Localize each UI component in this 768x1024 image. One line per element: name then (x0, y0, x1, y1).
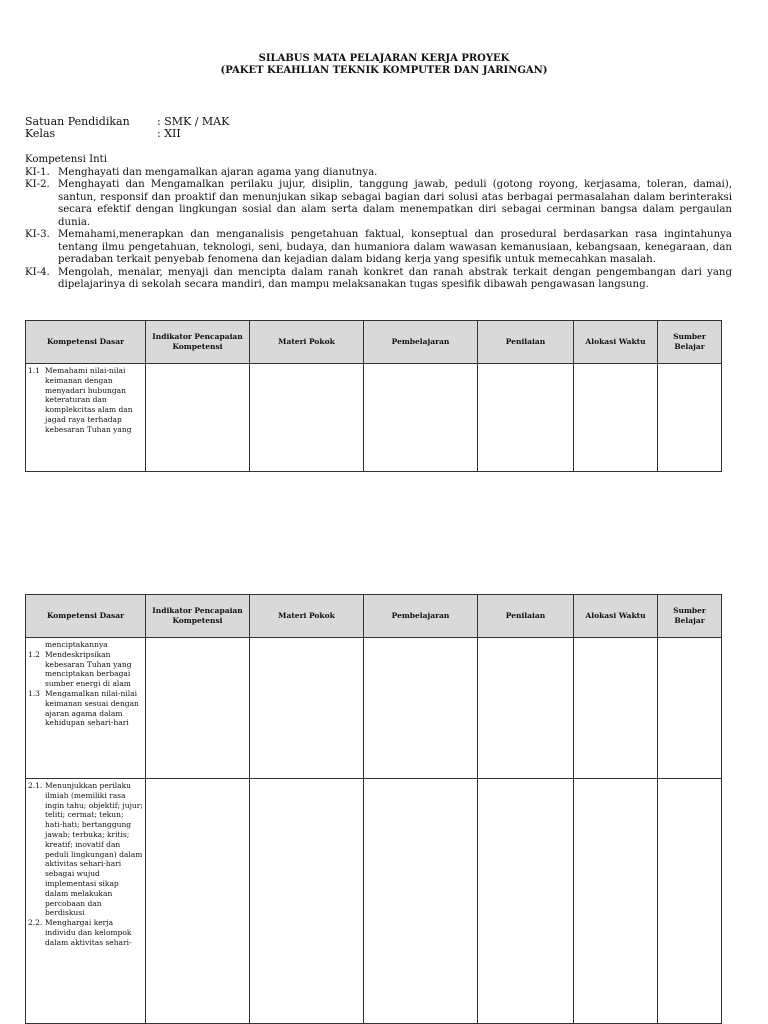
header-kompetensi-dasar: Kompetensi Dasar (26, 595, 146, 638)
header-penilaian: Penilaian (478, 321, 574, 364)
header-alokasi-waktu: Alokasi Waktu (574, 595, 658, 638)
header-pembelajaran: Pembelajaran (364, 321, 478, 364)
ki-text: Mengolah, menalar, menyaji dan mencipta dalam ranah konkret dan ranah abstrak terkait dengan pengembangan dari yang dipelajarinya di sekolah secara mandiri, dan mampu melaksanakan tugas spesifik dibawah pengawasan langsung. (58, 266, 732, 290)
ki-item (25, 267, 732, 292)
kd-text: Menunjukkan perilaku ilmiah (memiliki rasa ingin tahu; objektif; jujur; teliti; cermat; tekun; hati-hati; bertanggung jawab; terbuka; kritis; kreatif; inovatif dan peduli lingkungan) dalam aktivitas sehari-hari sebagai wujud implementasi sikap dalam melakukan percobaan dan berdiskusi (45, 781, 143, 918)
alokasi-cell (574, 364, 658, 472)
kompetensi-inti-heading: Kompetensi Inti (25, 154, 108, 165)
table-header-row (26, 321, 722, 364)
header-penilaian: Penilaian (478, 595, 574, 638)
kd-cell (26, 638, 146, 779)
ki-code: KI-1. (25, 166, 50, 178)
satuan-pendidikan-row (25, 116, 229, 128)
kd-continuation: menciptakannya (45, 640, 108, 649)
alokasi-cell (574, 779, 658, 1024)
kd-item (28, 918, 143, 947)
ki-item (25, 167, 732, 180)
penilaian-cell (478, 364, 574, 472)
sumber-cell (658, 779, 722, 1024)
ki-text: Menghayati dan Mengamalkan perilaku jujur, disiplin, tanggung jawab, peduli (gotong royong, kerjasama, toleran, damai), santun, responsif dan proaktif dan menunjukan sikap sebagai bagian dari solusi atas berbagai permasalahan dalam berinteraksi secara efektif dengan lingkungan sosial dan alam serta dalam menempatkan diri sebagai cerminan bangsa dalam pergaulan dunia. (58, 179, 732, 228)
silabus-table-1 (25, 320, 722, 472)
kd-number: 2.1. (28, 781, 43, 790)
kelas-label: Kelas (25, 127, 56, 140)
kd-text: Memahami nilai-nilai keimanan dengan menyadari hubungan keteraturan dan komplekcitas alam dan jagad raya terhadap kebesaran Tuhan yang (45, 366, 133, 434)
table-row (26, 364, 722, 472)
header-sumber-belajar: Sumber Belajar (658, 595, 722, 638)
header-kompetensi-dasar: Kompetensi Dasar (26, 321, 146, 364)
materi-cell (250, 364, 364, 472)
table-row (26, 779, 722, 1024)
header-materi-pokok: Materi Pokok (250, 321, 364, 364)
table-header-row (26, 595, 722, 638)
kelas-row (25, 128, 181, 140)
pembelajaran-cell (364, 638, 478, 779)
sumber-cell (658, 638, 722, 779)
materi-cell (250, 779, 364, 1024)
document-title: SILABUS MATA PELAJARAN KERJA PROYEK (258, 53, 510, 64)
header-indikator: Indikator Pencapaian Kompetensi (146, 321, 250, 364)
kd-item (28, 689, 143, 728)
pembelajaran-cell (364, 779, 478, 1024)
kd-number: 1.2 (28, 649, 40, 659)
ki-code: KI-4. (25, 266, 50, 278)
indikator-cell (146, 779, 250, 1024)
ki-text: Menghayati dan mengamalkan ajaran agama yang dianutnya. (58, 166, 378, 178)
header-materi-pokok: Materi Pokok (250, 595, 364, 638)
alokasi-cell (574, 638, 658, 779)
satuan-pendidikan-value: : SMK / MAK (157, 115, 230, 128)
kd-text: Menghargai kerja individu dan kelompok dalam aktivitas sehari- (45, 918, 132, 947)
ki-code: KI-3. (25, 229, 50, 240)
penilaian-cell (478, 638, 574, 779)
kompetensi-inti-section (25, 154, 732, 292)
kd-number: 1.3 (28, 688, 40, 698)
kd-cell (26, 779, 146, 1024)
kd-cell (26, 364, 146, 472)
header-indikator: Indikator Pencapaian Kompetensi (146, 595, 250, 638)
sumber-cell (658, 364, 722, 472)
header-sumber-belajar: Sumber Belajar (658, 321, 722, 364)
indikator-cell (146, 364, 250, 472)
header-alokasi-waktu: Alokasi Waktu (574, 321, 658, 364)
kd-text: Mengamalkan nilai-nilai keimanan sesuai dengan ajaran agama dalam kehidupan sehari-hari (45, 688, 139, 728)
ki-item (25, 179, 732, 229)
indikator-cell (146, 638, 250, 779)
kd-item (28, 366, 143, 435)
satuan-pendidikan-label: Satuan Pendidikan (25, 115, 130, 128)
header-pembelajaran: Pembelajaran (364, 595, 478, 638)
document-subtitle: (PAKET KEAHLIAN TEKNIK KOMPUTER DAN JARINGAN) (220, 65, 548, 76)
kd-item (28, 650, 143, 689)
ki-text: Memahami,menerapkan dan menganalisis pengetahuan faktual, konseptual dan prosedural berdasarkan rasa ingintahunya tentang ilmu pengetahuan, teknologi, seni, budaya, dan humaniora dalam wawasan kemanusiaan, kebangsaan, kenegaraan, dan peradaban terkait penyebab fenomena dan kejadian dalam bidang kerja yang spesifik untuk memecahkan masalah. (58, 229, 732, 265)
silabus-table-2 (25, 594, 722, 1024)
materi-cell (250, 638, 364, 779)
ki-item (25, 229, 732, 267)
kd-text: Mendeskripsikan kebesaran Tuhan yang menciptakan berbagai sumber energi di alam (45, 649, 132, 689)
kd-number: 1.1 (28, 366, 40, 375)
ki-code: KI-2. (25, 179, 50, 190)
kelas-value: : XII (157, 127, 181, 140)
pembelajaran-cell (364, 364, 478, 472)
penilaian-cell (478, 779, 574, 1024)
kd-item (28, 781, 143, 918)
kd-number: 2.2. (28, 918, 43, 928)
table-row (26, 638, 722, 779)
